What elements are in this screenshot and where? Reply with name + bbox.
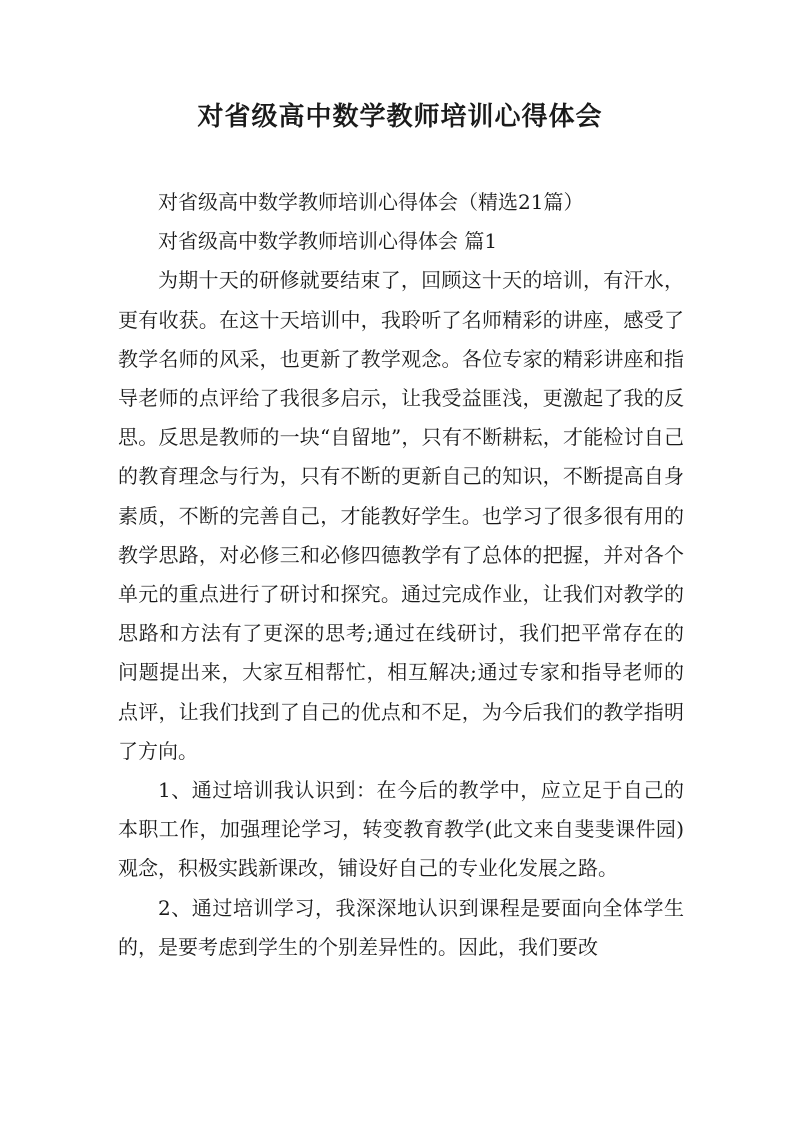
document-body xyxy=(118,183,684,967)
subtitle-paragraph: 对省级高中数学教师培训心得体会（精选21篇） xyxy=(158,190,584,214)
body-paragraph: 2、通过培训学习，我深深地认识到课程是要面向全体学生的，是要考虑到学生的个别差异性的。因此，我们要改 xyxy=(118,895,684,959)
body-paragraph: 1、通过培训我认识到：在今后的教学中，应立足于自己的本职工作，加强理论学习，转变教育教学(此文来自斐斐课件园)观念，积极实践新课改，铺设好自己的专业化发展之路。 xyxy=(118,778,684,881)
body-paragraph: 为期十天的研修就要结束了，回顾这十天的培训，有汗水，更有收获。在这十天培训中，我聆听了名师精彩的讲座，感受了教学名师的风采，也更新了教学观念。各位专家的精彩讲座和指导老师的点评给了我很多启示，让我受益匪浅，更激起了我的反思。反思是教师的一块“自留地”，只有不断耕耘，才能检讨自己的教育理念与行为，只有不断的更新自己的知识，不断提高自身素质，不断的完善自己，才能教好学生。也学习了很多很有用的教学思路，对必修三和必修四德教学有了总体的把握，并对各个单元的重点进行了研讨和探究。通过完成作业，让我们对教学的思路和方法有了更深的思考;通过在线研讨，我们把平常存在的问题提出来，大家互相帮忙，相互解决;通过专家和指导老师的点评，让我们找到了自己的优点和不足，为今后我们的教学指明了方向。 xyxy=(118,268,684,763)
section-heading: 对省级高中数学教师培训心得体会 篇1 xyxy=(158,229,498,254)
document-title: 对省级高中数学教师培训心得体会 xyxy=(197,102,603,132)
